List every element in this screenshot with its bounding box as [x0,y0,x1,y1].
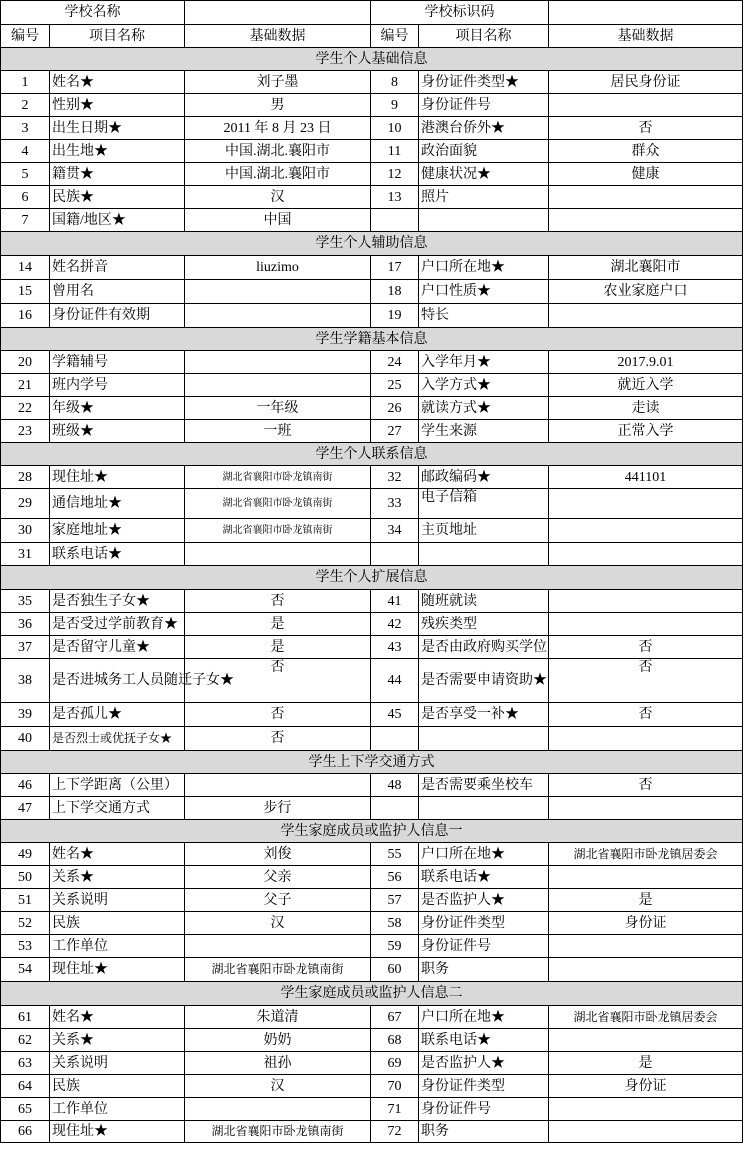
section-title: 学生家庭成员或监护人信息二 [1,982,743,1006]
item-label: 出生地★ [50,140,185,163]
item-label: 曾用名 [50,280,185,304]
table-row [1,163,743,186]
table-row [1,280,743,304]
item-value[interactable]: 刘子墨 [185,71,371,94]
table-row [1,1052,743,1075]
item-value[interactable] [549,935,743,958]
section-header [1,820,743,843]
table-row [1,351,743,374]
item-no: 32 [371,466,419,489]
item-label: 姓名拼音 [50,256,185,280]
item-no: 39 [1,703,50,727]
item-label: 政治面貌 [419,140,549,163]
item-label-empty [419,543,549,566]
table-row [1,703,743,727]
item-label: 是否享受一补★ [419,703,549,727]
item-no: 46 [1,774,50,797]
table-row [1,1006,743,1029]
table-row [1,186,743,209]
item-label: 特长 [419,304,549,328]
col-item-header: 项目名称 [50,25,185,48]
item-no: 22 [1,397,50,420]
item-label: 现住址★ [50,466,185,489]
item-value[interactable]: 男 [185,94,371,117]
item-label: 是否由政府购买学位 [419,636,549,659]
item-no: 35 [1,590,50,613]
item-label-empty [419,727,549,751]
table-row [1,1098,743,1121]
section-header [1,443,743,466]
item-label: 学籍辅号 [50,351,185,374]
table-row [1,117,743,140]
col-no-header-right: 编号 [371,25,419,48]
item-no: 30 [1,519,50,543]
item-no: 51 [1,889,50,912]
item-value[interactable]: 步行 [185,797,371,820]
school-name-label: 学校名称 [1,1,185,25]
item-no: 66 [1,1121,50,1143]
item-value[interactable]: 湖北省襄阳市卧龙镇居委会 [549,1006,743,1029]
item-label: 班内学号 [50,374,185,397]
item-value[interactable]: 湖北省襄阳市卧龙镇南街 [185,489,371,519]
school-id-label: 学校标识码 [371,1,549,25]
table-row [1,304,743,328]
table-row [1,489,743,519]
item-no: 27 [371,420,419,443]
item-no: 72 [371,1121,419,1143]
item-value[interactable] [549,590,743,613]
item-value[interactable]: 中国 [185,209,371,232]
item-label: 随班就读 [419,590,549,613]
item-label: 关系说明 [50,1052,185,1075]
item-no: 62 [1,1029,50,1052]
item-label: 是否监护人★ [419,1052,549,1075]
item-value[interactable]: 中国.湖北.襄阳市 [185,163,371,186]
item-no: 47 [1,797,50,820]
item-no-empty [371,797,419,820]
item-label: 健康状况★ [419,163,549,186]
item-no: 12 [371,163,419,186]
item-value-empty [549,209,743,232]
item-no: 65 [1,1098,50,1121]
item-label: 年级★ [50,397,185,420]
table-row [1,912,743,935]
table-row [1,958,743,982]
item-label: 职务 [419,958,549,982]
item-label: 关系说明 [50,889,185,912]
item-value[interactable]: 一年级 [185,397,371,420]
table-row [1,659,743,703]
item-label: 民族 [50,1075,185,1098]
item-value[interactable]: 441101 [549,466,743,489]
item-no-empty [371,209,419,232]
item-no: 50 [1,866,50,889]
item-label: 邮政编码★ [419,466,549,489]
item-value[interactable]: 父子 [185,889,371,912]
item-value[interactable]: 身份证 [549,912,743,935]
item-value[interactable]: 否 [185,703,371,727]
item-label: 出生日期★ [50,117,185,140]
item-label: 电子信箱 [419,489,549,519]
item-label: 入学年月★ [419,351,549,374]
item-label: 是否需要申请资助★ [419,659,549,703]
item-value[interactable]: 祖孙 [185,1052,371,1075]
table-row [1,94,743,117]
item-no: 68 [371,1029,419,1052]
item-label: 身份证件号 [419,94,549,117]
item-value[interactable]: 否 [185,590,371,613]
item-value[interactable]: 否 [549,636,743,659]
item-no: 44 [371,659,419,703]
item-no: 58 [371,912,419,935]
item-no: 4 [1,140,50,163]
item-label: 籍贯★ [50,163,185,186]
item-value[interactable] [549,1098,743,1121]
item-value[interactable]: 是 [185,613,371,636]
item-value[interactable]: 湖北省襄阳市卧龙镇南街 [185,1121,371,1143]
item-no: 36 [1,613,50,636]
item-no: 2 [1,94,50,117]
item-label: 家庭地址★ [50,519,185,543]
item-label: 职务 [419,1121,549,1143]
item-value[interactable] [185,543,371,566]
item-label: 上下学交通方式 [50,797,185,820]
item-no: 45 [371,703,419,727]
item-value[interactable]: 否 [185,659,371,703]
item-value[interactable] [549,304,743,328]
item-no: 11 [371,140,419,163]
item-no: 54 [1,958,50,982]
item-no: 64 [1,1075,50,1098]
table-row [1,866,743,889]
item-label: 是否独生子女★ [50,590,185,613]
item-value[interactable]: 刘俊 [185,843,371,866]
item-label: 班级★ [50,420,185,443]
item-label: 身份证件号 [419,935,549,958]
item-no: 70 [371,1075,419,1098]
table-row [1,727,743,751]
item-no: 67 [371,1006,419,1029]
section-title: 学生上下学交通方式 [1,751,743,774]
item-label: 身份证件类型 [419,912,549,935]
item-label: 民族 [50,912,185,935]
item-no: 49 [1,843,50,866]
item-no: 23 [1,420,50,443]
item-label: 工作单位 [50,1098,185,1121]
item-label: 姓名★ [50,1006,185,1029]
table-row [1,774,743,797]
item-value[interactable] [549,1029,743,1052]
item-no: 31 [1,543,50,566]
item-value[interactable]: 否 [549,703,743,727]
table-row [1,374,743,397]
table-row [1,466,743,489]
item-no: 59 [371,935,419,958]
item-label: 国籍/地区★ [50,209,185,232]
item-value[interactable] [185,935,371,958]
item-label: 是否孤儿★ [50,703,185,727]
item-label: 联系电话★ [419,866,549,889]
item-no: 20 [1,351,50,374]
item-label: 是否烈士或优抚子女★ [50,727,185,751]
section-header [1,566,743,590]
item-value[interactable]: 走读 [549,397,743,420]
item-label: 联系电话★ [50,543,185,566]
school-name-value[interactable] [185,1,371,25]
item-no: 18 [371,280,419,304]
item-label: 是否需要乘坐校车 [419,774,549,797]
item-label: 联系电话★ [419,1029,549,1052]
table-row [1,420,743,443]
table-row [1,889,743,912]
item-no: 69 [371,1052,419,1075]
item-no: 6 [1,186,50,209]
item-label: 现住址★ [50,1121,185,1143]
item-value[interactable]: 湖北省襄阳市卧龙镇南街 [185,466,371,489]
item-no: 24 [371,351,419,374]
item-value-empty [549,543,743,566]
item-label: 是否监护人★ [419,889,549,912]
item-value[interactable]: 湖北省襄阳市卧龙镇南街 [185,519,371,543]
item-no: 29 [1,489,50,519]
item-value[interactable] [185,374,371,397]
item-label: 户口所在地★ [419,256,549,280]
item-label: 照片 [419,186,549,209]
item-label: 港澳台侨外★ [419,117,549,140]
item-label: 是否留守儿童★ [50,636,185,659]
table-row [1,256,743,280]
section-title: 学生个人辅助信息 [1,232,743,256]
item-value[interactable]: 就近入学 [549,374,743,397]
item-value[interactable] [549,94,743,117]
item-label: 通信地址★ [50,489,185,519]
item-no: 63 [1,1052,50,1075]
section-header [1,48,743,71]
item-value[interactable] [185,774,371,797]
item-no-empty [371,543,419,566]
table-row [1,843,743,866]
item-value[interactable] [549,958,743,982]
school-info-row [1,1,743,25]
section-title: 学生个人扩展信息 [1,566,743,590]
item-label: 关系★ [50,866,185,889]
item-value[interactable]: 2011 年 8 月 23 日 [185,117,371,140]
item-no: 3 [1,117,50,140]
table-row [1,613,743,636]
item-no: 55 [371,843,419,866]
col-item-header-right: 项目名称 [419,25,549,48]
item-no: 25 [371,374,419,397]
item-no: 7 [1,209,50,232]
item-value-empty [549,797,743,820]
item-value[interactable]: 汉 [185,912,371,935]
table-row [1,935,743,958]
item-label: 残疾类型 [419,613,549,636]
item-no: 17 [371,256,419,280]
table-row [1,543,743,566]
item-value[interactable] [185,304,371,328]
item-value[interactable]: 汉 [185,186,371,209]
item-value[interactable]: liuzimo [185,256,371,280]
item-value[interactable]: 健康 [549,163,743,186]
item-no: 43 [371,636,419,659]
item-label: 就读方式★ [419,397,549,420]
item-no: 10 [371,117,419,140]
item-label: 是否进城务工人员随迁子女★ [50,659,185,703]
table-row [1,397,743,420]
item-label: 身份证件类型 [419,1075,549,1098]
section-header [1,751,743,774]
table-row [1,140,743,163]
item-value[interactable] [549,1121,743,1143]
item-label: 身份证件类型★ [419,71,549,94]
item-no: 13 [371,186,419,209]
item-value[interactable]: 身份证 [549,1075,743,1098]
item-value[interactable]: 正常入学 [549,420,743,443]
item-label-empty [419,797,549,820]
item-value-empty [549,727,743,751]
item-label: 姓名★ [50,71,185,94]
section-title: 学生学籍基本信息 [1,328,743,351]
item-value[interactable] [549,186,743,209]
item-no: 52 [1,912,50,935]
item-no: 9 [371,94,419,117]
item-no: 19 [371,304,419,328]
item-no: 37 [1,636,50,659]
item-value[interactable] [549,613,743,636]
item-value[interactable]: 否 [549,774,743,797]
section-title: 学生个人联系信息 [1,443,743,466]
item-value[interactable]: 湖北襄阳市 [549,256,743,280]
item-value[interactable]: 汉 [185,1075,371,1098]
item-no: 1 [1,71,50,94]
item-label: 关系★ [50,1029,185,1052]
section-title: 学生个人基础信息 [1,48,743,71]
item-no-empty [371,727,419,751]
item-value[interactable]: 父亲 [185,866,371,889]
item-no: 57 [371,889,419,912]
item-label: 户口性质★ [419,280,549,304]
table-row [1,519,743,543]
item-label: 民族★ [50,186,185,209]
item-no: 15 [1,280,50,304]
item-value[interactable]: 农业家庭户口 [549,280,743,304]
item-label-empty [419,209,549,232]
item-no: 5 [1,163,50,186]
item-no: 60 [371,958,419,982]
item-label: 学生来源 [419,420,549,443]
table-row [1,1121,743,1143]
item-label: 入学方式★ [419,374,549,397]
section-header [1,982,743,1006]
item-no: 53 [1,935,50,958]
item-no: 34 [371,519,419,543]
item-no: 28 [1,466,50,489]
item-label: 身份证件号 [419,1098,549,1121]
item-label: 身份证件有效期 [50,304,185,328]
item-label: 上下学距离（公里） [50,774,185,797]
item-value[interactable]: 奶奶 [185,1029,371,1052]
item-value[interactable]: 居民身份证 [549,71,743,94]
table-row [1,71,743,94]
school-id-value[interactable] [549,1,743,25]
column-header-row [1,25,743,48]
item-label: 性别★ [50,94,185,117]
item-value[interactable] [185,280,371,304]
item-value[interactable] [549,519,743,543]
item-label: 户口所在地★ [419,843,549,866]
item-value[interactable]: 朱道清 [185,1006,371,1029]
table-row [1,590,743,613]
item-no: 26 [371,397,419,420]
item-value[interactable]: 中国.湖北.襄阳市 [185,140,371,163]
col-no-header: 编号 [1,25,50,48]
item-no: 71 [371,1098,419,1121]
item-no: 21 [1,374,50,397]
item-no: 8 [371,71,419,94]
item-label: 工作单位 [50,935,185,958]
item-label: 主页地址 [419,519,549,543]
item-label: 户口所在地★ [419,1006,549,1029]
item-no: 38 [1,659,50,703]
table-row [1,1029,743,1052]
item-no: 56 [371,866,419,889]
item-no: 40 [1,727,50,751]
item-value[interactable] [185,1098,371,1121]
item-value[interactable]: 否 [549,117,743,140]
item-no: 14 [1,256,50,280]
col-data-header: 基础数据 [185,25,371,48]
item-value[interactable]: 2017.9.01 [549,351,743,374]
item-no: 33 [371,489,419,519]
item-value[interactable]: 湖北省襄阳市卧龙镇居委会 [549,843,743,866]
item-label: 姓名★ [50,843,185,866]
section-title: 学生家庭成员或监护人信息一 [1,820,743,843]
item-value[interactable] [549,489,743,519]
item-value[interactable]: 否 [549,659,743,703]
table-row [1,797,743,820]
item-no: 61 [1,1006,50,1029]
item-no: 48 [371,774,419,797]
item-no: 41 [371,590,419,613]
item-label: 现住址★ [50,958,185,982]
item-value[interactable]: 是 [549,889,743,912]
item-value[interactable]: 是 [185,636,371,659]
section-header [1,328,743,351]
item-value[interactable]: 否 [185,727,371,751]
item-value[interactable]: 是 [549,1052,743,1075]
item-value[interactable]: 湖北省襄阳市卧龙镇南街 [185,958,371,982]
item-value[interactable]: 群众 [549,140,743,163]
item-label: 是否受过学前教育★ [50,613,185,636]
table-row [1,636,743,659]
col-data-header-right: 基础数据 [549,25,743,48]
item-no: 42 [371,613,419,636]
item-value[interactable] [185,351,371,374]
item-value[interactable]: 一班 [185,420,371,443]
table-row [1,1075,743,1098]
item-value[interactable] [549,866,743,889]
section-header [1,232,743,256]
item-no: 16 [1,304,50,328]
table-row [1,209,743,232]
